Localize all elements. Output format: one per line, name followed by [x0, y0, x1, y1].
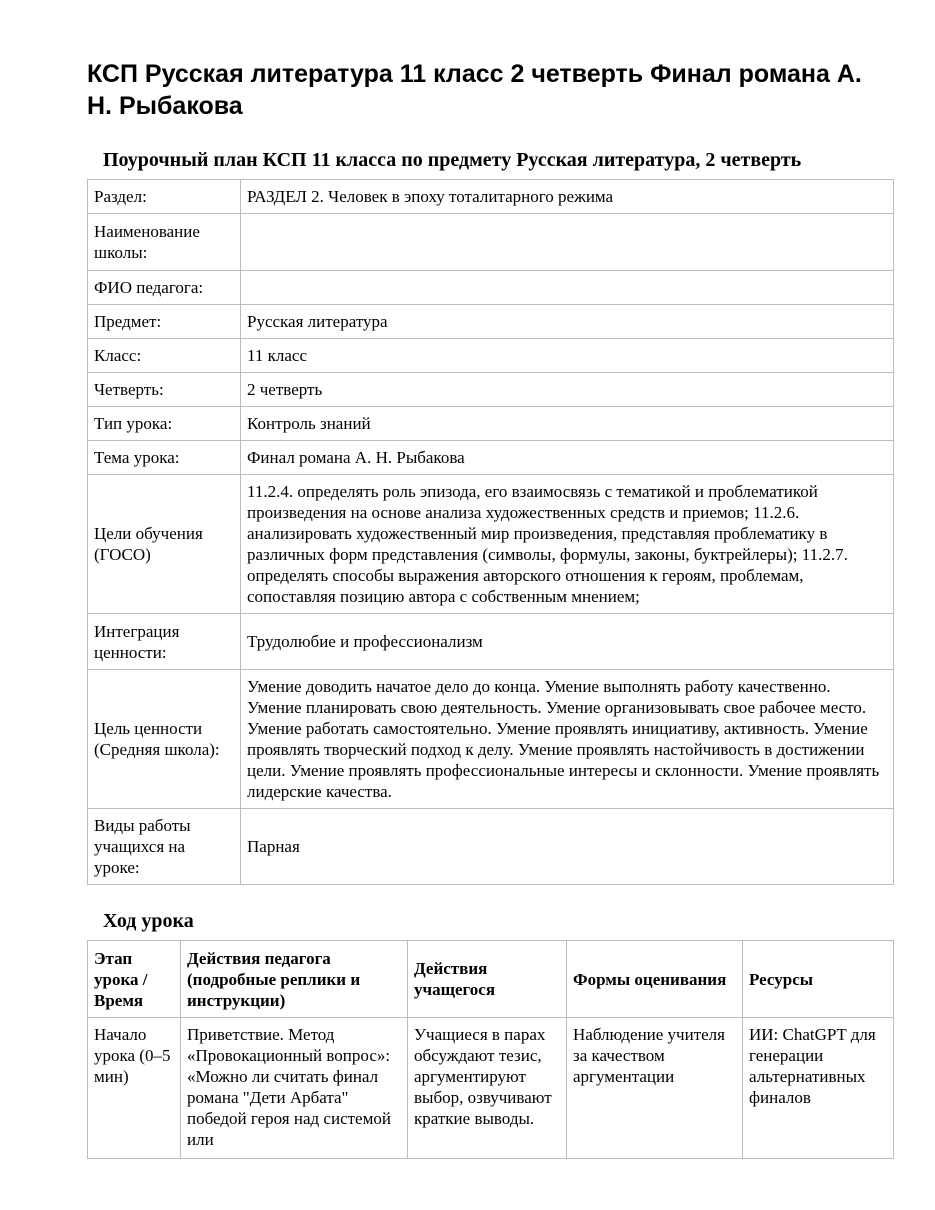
- plan-row-values: [88, 614, 894, 670]
- lesson-header-row: [88, 941, 894, 1018]
- plan-value[interactable]: [241, 214, 894, 271]
- plan-label: Тип урока:: [88, 407, 241, 441]
- plan-value: РАЗДЕЛ 2. Человек в эпоху тоталитарного режима: [241, 180, 894, 214]
- plan-label: Тема урока:: [88, 441, 241, 475]
- lesson-cell-teacher: Приветствие. Метод «Провокационный вопрос»: «Можно ли считать финал романа "Дети Арбата" победой героя над системой или: [181, 1018, 408, 1159]
- plan-label: Цель ценности (Средняя школа):: [88, 670, 241, 809]
- plan-value: Трудолюбие и профессионализм: [241, 614, 894, 670]
- plan-label: Предмет:: [88, 305, 241, 339]
- plan-label: Четверть:: [88, 373, 241, 407]
- lesson-cell-stage: Начало урока (0–5 мин): [88, 1018, 181, 1159]
- plan-label: Раздел:: [88, 180, 241, 214]
- plan-row-value-goal: [88, 670, 894, 809]
- lesson-cell-student: Учащиеся в парах обсуждают тезис, аргументируют выбор, озвучивают краткие выводы.: [408, 1018, 567, 1159]
- plan-label: Цели обучения (ГОСО): [88, 475, 241, 614]
- plan-value: Умение доводить начатое дело до конца. Умение выполнять работу качественно. Умение планировать свою деятельность. Умение организовывать свое рабочее место. Умение работать самостоятельно. Умение проявлять инициативу, активность. Умение проявлять творческий подход к делу. Умение проявлять настойчивость в достижении цели. Умение проявлять профессиональные интересы и склонности. Умение проявлять лидерские качества.: [241, 670, 894, 809]
- plan-row-section: [88, 180, 894, 214]
- plan-label: Виды работы учащихся на уроке:: [88, 809, 241, 885]
- column-header-resources: Ресурсы: [743, 941, 894, 1018]
- lesson-table: [87, 940, 894, 1159]
- plan-value[interactable]: [241, 271, 894, 305]
- column-header-stage: Этап урока / Время: [88, 941, 181, 1018]
- plan-value: Финал романа А. Н. Рыбакова: [241, 441, 894, 475]
- plan-label: Наименование школы:: [88, 214, 241, 271]
- lesson-cell-assessment: Наблюдение учителя за качеством аргументации: [567, 1018, 743, 1159]
- plan-row-work-types: [88, 809, 894, 885]
- column-header-assessment: Формы оценивания: [567, 941, 743, 1018]
- plan-row-grade: [88, 339, 894, 373]
- plan-label: Класс:: [88, 339, 241, 373]
- plan-label: ФИО педагога:: [88, 271, 241, 305]
- lesson-row: [88, 1018, 894, 1159]
- plan-value: 2 четверть: [241, 373, 894, 407]
- plan-row-subject: [88, 305, 894, 339]
- column-header-teacher: Действия педагога (подробные реплики и инструкции): [181, 941, 408, 1018]
- plan-row-topic: [88, 441, 894, 475]
- plan-value: Парная: [241, 809, 894, 885]
- plan-value: Русская литература: [241, 305, 894, 339]
- plan-label: Интеграция ценности:: [88, 614, 241, 670]
- lesson-cell-resources: ИИ: ChatGPT для генерации альтернативных финалов: [743, 1018, 894, 1159]
- lesson-heading: Ход урока: [103, 910, 194, 932]
- plan-row-goals: [88, 475, 894, 614]
- plan-value: 11 класс: [241, 339, 894, 373]
- plan-value: 11.2.4. определять роль эпизода, его взаимосвязь с тематикой и проблематикой произведения на основе анализа художественных средств и приемов; 11.2.6. анализировать художественный мир произведения, представляя проблематику в различных форм представления (символы, формулы, законы, буктрейлеры); 11.2.7. определять способы выражения авторского отношения к героям, проблемам, сопоставляя позицию автора с собственным мнением;: [241, 475, 894, 614]
- plan-table: [87, 179, 894, 885]
- plan-row-teacher: [88, 271, 894, 305]
- plan-value: Контроль знаний: [241, 407, 894, 441]
- plan-row-quarter: [88, 373, 894, 407]
- plan-row-lesson-type: [88, 407, 894, 441]
- plan-row-school: [88, 214, 894, 271]
- column-header-student: Действия учащегося: [408, 941, 567, 1018]
- plan-heading: Поурочный план КСП 11 класса по предмету Русская литература, 2 четверть: [103, 149, 802, 171]
- document-title: КСП Русская литература 11 класс 2 четверть Финал романа А. Н. Рыбакова: [87, 60, 862, 120]
